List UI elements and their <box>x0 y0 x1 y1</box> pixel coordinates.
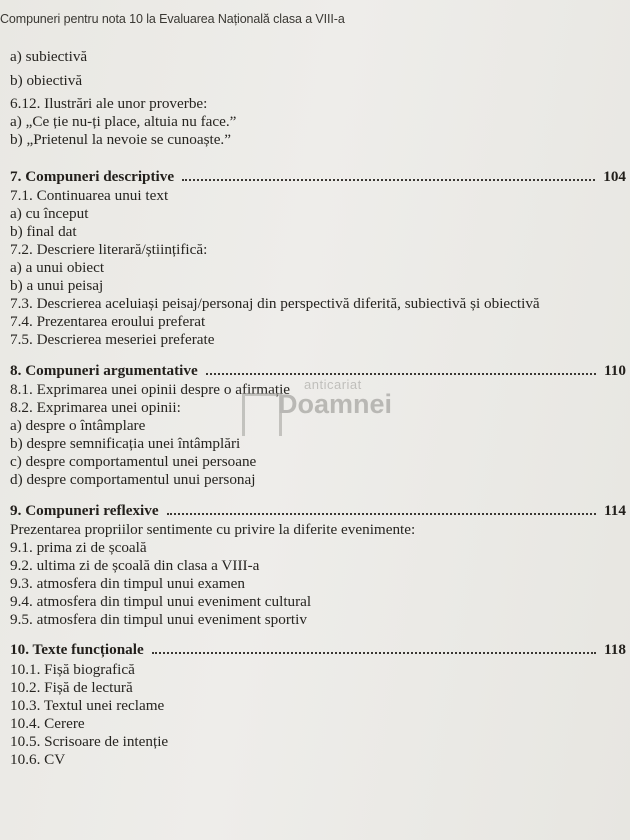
toc-line: a) a unui obiect <box>10 259 105 276</box>
toc-line: c) despre comportamentul unei persoane <box>10 453 257 470</box>
section-title: 10. Texte funcționale <box>10 641 144 658</box>
toc-line: 10.4. Cerere <box>10 715 85 732</box>
toc-section-10 <box>10 641 626 658</box>
toc-line: a) subiectivă <box>10 48 88 65</box>
section-title: 8. Compuneri argumentative <box>10 362 198 379</box>
watermark-frame <box>242 393 282 436</box>
section-page-number: 118 <box>604 641 626 658</box>
toc-line: 9.5. atmosfera din timpul unui eveniment sportiv <box>10 611 307 628</box>
toc-line: a) „Ce ție nu-ți place, altuia nu face.” <box>10 113 237 130</box>
toc-line: b) „Prietenul la nevoie se cunoaște.” <box>10 131 231 148</box>
toc-line: Prezentarea propriilor sentimente cu privire la diferite evenimente: <box>10 521 416 538</box>
toc-line: 9.1. prima zi de școală <box>10 539 147 556</box>
leader-dots <box>167 513 596 515</box>
toc-line: b) a unui peisaj <box>10 277 104 294</box>
running-header: Compuneri pentru nota 10 la Evaluarea Națională clasa a VIII-a <box>0 12 345 26</box>
section-title: 7. Compuneri descriptive <box>10 168 175 185</box>
section-title: 9. Compuneri reflexive <box>10 502 159 519</box>
toc-line: 10.3. Textul unei reclame <box>10 697 165 714</box>
toc-line: 7.2. Descriere literară/științifică: <box>10 241 208 258</box>
toc-line: 7.1. Continuarea unui text <box>10 187 169 204</box>
section-page-number: 104 <box>603 168 626 185</box>
toc-line: 10.6. CV <box>10 751 66 768</box>
toc-section-7 <box>10 168 626 185</box>
watermark-small-text: anticariat <box>304 377 362 392</box>
watermark-big-text: Doamnei <box>278 389 393 419</box>
toc-line: 7.4. Prezentarea eroului preferat <box>10 313 206 330</box>
leader-dots <box>182 179 595 181</box>
toc-line: 7.5. Descrierea meseriei preferate <box>10 331 215 348</box>
toc-line: 10.2. Fișă de lectură <box>10 679 133 696</box>
section-page-number: 110 <box>604 362 626 379</box>
toc-line: b) obiectivă <box>10 72 83 89</box>
toc-line: 10.1. Fișă biografică <box>10 661 135 678</box>
leader-dots <box>152 652 596 654</box>
toc-line: d) despre comportamentul unui personaj <box>10 471 256 488</box>
toc-section-9 <box>10 502 626 519</box>
toc-line: b) final dat <box>10 223 77 240</box>
toc-line: a) cu început <box>10 205 89 222</box>
toc-line: 10.5. Scrisoare de intenție <box>10 733 169 750</box>
toc-line: a) despre o întâmplare <box>10 417 146 434</box>
toc-line: 8.2. Exprimarea unei opinii: <box>10 399 181 416</box>
toc-line: 6.12. Ilustrări ale unor proverbe: <box>10 95 208 112</box>
toc-line: 9.4. atmosfera din timpul unui eveniment cultural <box>10 593 312 610</box>
toc-line: 9.2. ultima zi de școală din clasa a VIII-a <box>10 557 260 574</box>
toc-line: 8.1. Exprimarea unei opinii despre o afirmație <box>10 381 291 398</box>
toc-line: b) despre semnificația unei întâmplări <box>10 435 241 452</box>
section-page-number: 114 <box>604 502 626 519</box>
watermark-logo <box>238 375 398 445</box>
toc-line: 9.3. atmosfera din timpul unui examen <box>10 575 245 592</box>
toc-line: 7.3. Descrierea aceluiași peisaj/personaj din perspectivă diferită, subiectivă și obiectivă <box>10 295 540 312</box>
